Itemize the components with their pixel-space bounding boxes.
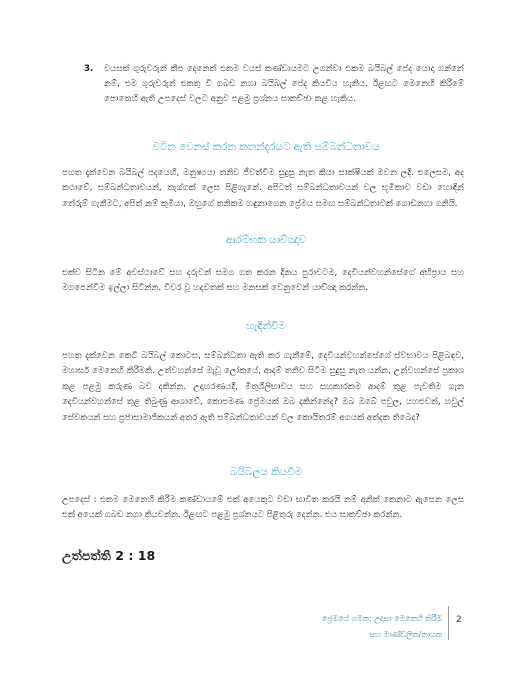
section-heading-bible-reading: බයිබලය කියවීම	[230, 466, 302, 478]
footer-subtitle: සහ මාණ්ඩලික/නායක	[369, 630, 442, 639]
section-heading-connection: වටින වෙනස් කරන කතන්දරයට ඇති සම්බන්ධතාවය	[152, 141, 380, 153]
section-heading-introduction: හැඳින්වීම	[246, 320, 286, 332]
item-number: 3.	[84, 64, 94, 74]
section-text-introduction: පහත දැක්වෙන කෙටි බයිබල් කොටස, සම්බන්ධතා ඇති කර ගැනීමේ, දෙවියන්වහන්සේගේ ස්වභාවය පිළිබඳව, මහාර්ඝ මෙනෙහි කිරීමකි. උත්වහන්සේ මැවූ ලෝකයේ, ආදම් තනිව සිටීම සුදුසු නැත යන්න, උන්වහන්සේ ප්‍රකාශ කළ පළමු කරුණ බව දකින්න. උදාහරණයදී, මිතුශීලිභාවය සහ සහකාරකම ආදම් තුළ පැවතිම ගැන දෙවියන්වහන්සේ තුළ තිබුණු ආශාවේ, කොපමණ ප්‍රේමයක් ඔබ දකින්නේද? ඔබ ඔබේ පවුල, යහළුවන්, හවුල් සේවකයන් සහ ප්‍රජාසාමාජිකයන් අතර ඇති සම්බන්ධතාවයන් වල කොයිතරම් අගයක් අත්දක තිබෙද?	[62, 351, 464, 423]
section-text-opening-prayer: එක්ව සිටින මේ අවස්ථාවේ සහ දරුවන් සමග ගත කරන දිනය පුරාවටම, දෙවියන්වහන්සේගේ අභිප්‍රාය සහ මගපෙන්වීම ඉල්ලා සිටින්න. විවර වූ හදවතක් සහ මනසක් වෙනුවෙන් යාච්ඤා කරන්න.	[62, 268, 464, 294]
footer-title: ප්‍රේමයේ ගමන: උදාසා මෙනෙහි කිරීම	[321, 614, 442, 623]
section-heading-opening-prayer: ආරම්භක යාච්ඤාව	[225, 234, 307, 246]
section-text-bible-reading: උපදෙස් : එකම මෙනෙහි කිරීම කණ්ඩායමේ එක් අයෙකුට වඩා භාවිත කරයි නම් අනික් කෙනාට ඇසෙන ලෙස එක් අයෙක් ගබඩ නගා කියවන්න. ඊළඟට පළමු ප්‍රශ්නයට පිළිතුරු දෙන්න. එය සාකච්ඡා කරන්න.	[62, 495, 464, 521]
section-text-connection: පහත දැක්වෙන බයිබල් පදයෙහි, මනුෂ්‍යයා තනිව ජීවත්වීම සුදුසු නැත කියා සාක්ෂියක් මවන ලදී. එලෙසම, අද කථාවේ, සම්බන්ධතාවයන්, තැග්ගක් ලෙස පිළිගැනේ. අපිටත් සම්බන්ධතාවයන් වල භූමිකාව වඩා හොඳින් තේරුම් ගැනීමට, අපිත් නම් කුමියා, ඔහුගේ තනිකම හඳුනාගෙන ප්‍රේමය සමඟ සම්බන්ධතාවක් ගොඩනගා ගනියි.	[62, 168, 464, 209]
verse-reference: උත්පත්ති 2 : 18	[62, 548, 156, 563]
footer-divider	[448, 606, 449, 640]
numbered-item-3	[84, 62, 464, 108]
page-number: 2	[456, 615, 462, 625]
item-text: වයසක් ගුරුවරුන් කීප දෙනෙක් එකම වයස් කණ්ඩායමට උගන්වා එකම බයිබල් පේද යොදා ගන්නේ නම්, එම ගුරුවරුන් එකතු වී ගබඩ නගා බයිබල් පේද කියවිය හැකිය. ඊළඟට මෙනෙහි කිරීමේ පොතෙහි ඇති උපදෙස් වලට අනුව පළමු ප්‍රශ්නය සාකච්ඡා කළ හැකිය.	[104, 64, 464, 105]
